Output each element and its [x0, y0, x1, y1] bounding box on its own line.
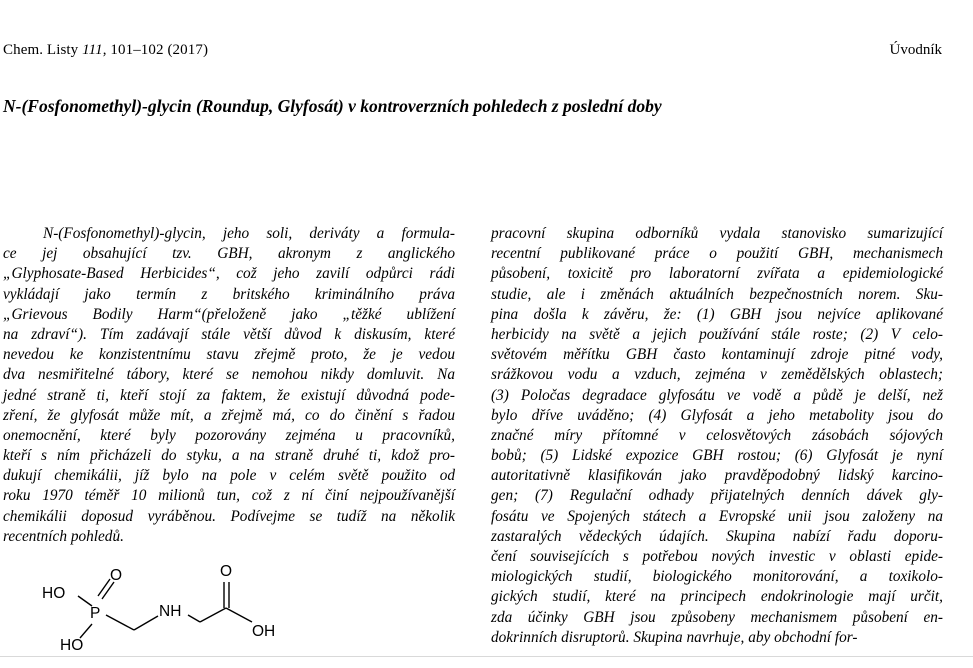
text-line: bobů; (5) Lidské expozice GBH rostou; (6) Glyfosát je nyní: [491, 447, 943, 465]
text-line: gen; (7) Regulační odhady přijatelných denních dávek gly-: [491, 487, 943, 505]
text-line: dukují chemikálii, jíž bylo na pole v celém světě použito od: [3, 467, 455, 485]
atom-nh: NH: [159, 603, 182, 620]
atom-ho-top: HO: [42, 585, 66, 602]
text-line: zření, že glyfosát může mít, a zřejmě má, co do činění s řadou: [3, 406, 455, 424]
bond-c-oh: [226, 608, 252, 622]
text-line: pina došla k závěru, že: (1) GBH jsou nejvíce aplikované: [491, 305, 943, 323]
text-line: roku 1970 téměř 10 milionů tun, což z ní činí nejpoužívanější: [3, 487, 455, 505]
bond-p-oh: [80, 624, 92, 638]
article-title: N-(Fosfonomethyl)-glycin (Roundup, Glyfosát) v kontroverzních pohledech z poslední doby: [3, 96, 662, 116]
text-line: srážkovou vodu a vzduch, zejména v zemědělských oblastech;: [491, 366, 943, 384]
text-line: působení, toxicitě pro laboratorní zvířata a epidemiologické: [491, 265, 943, 283]
text-line: „Grievous Bodily Harm“(přeloženě jako „těžké ublížení: [3, 305, 455, 323]
right-column: [491, 224, 943, 648]
text-line: nevedou ke konzistentnímu stavu zřejmě proto, že je vedou: [3, 346, 455, 364]
text-line: autoritativně klasifikován jako pravděpodobný lidský karcino-: [491, 467, 943, 485]
text-line: miologických studií, biologického monitorování, a toxikolo-: [491, 568, 943, 586]
text-line: čení souvisejících s potřebou nových investic v oblasti epide-: [491, 548, 943, 565]
text-line: „Glyphosate-Based Herbicides“, což jeho zavilí odpůrci rádi: [3, 265, 455, 283]
text-line: jedné straně ti, kteří stojí za faktem, že existují důvodná pode-: [3, 386, 455, 404]
text-line: gických studií, které na principech endokrinologie mají určit,: [491, 588, 943, 606]
bond-p-o-1: [98, 579, 110, 596]
journal-name: Chem. Listy: [3, 42, 83, 58]
text-line: bylo dříve uváděno; (4) Glyfosát a jeho metabolity jsou do: [491, 406, 943, 424]
text-line: na zdraví“). Tím zadávají stále větší důvod k diskusím, které: [3, 325, 455, 343]
journal-volume: 111: [82, 42, 103, 58]
text-line: pracovní skupina odborníků vydala stanovisko sumarizující: [491, 225, 943, 242]
atom-o-top: O: [110, 567, 123, 584]
text-line: onemocnění, které byly pozorovány zejména u pracovníků,: [3, 426, 455, 444]
text-line: kteří s ním přicházeli do styku, a na straně druhé ti, kdož pro-: [3, 447, 455, 465]
text-line: recentních pohledů.: [3, 527, 124, 545]
left-column: [3, 224, 455, 547]
journal-citation: [3, 42, 208, 59]
bond-n-ch2: [188, 615, 200, 622]
text-line: chemikálii doposud vyráběnou. Podívejme se tudíž na několik: [3, 507, 455, 525]
journal-pages-year: , 101–102 (2017): [102, 42, 209, 58]
text-line: značné míry přítomné v celosvětových zásobách sójových: [491, 426, 943, 444]
text-line: ce jej obsahující tzv. GBH, akronym z anglického: [3, 245, 455, 263]
text-line: zda účinky GBH jsou způsobeny mechanismem působení en-: [491, 608, 943, 626]
bond-ch2-n: [134, 616, 158, 630]
text-line: recentní publikované práce o použití GBH, mechanismech: [491, 245, 943, 263]
text-line: herbicidy na světě a jejich používání stále roste; (2) V celo-: [491, 325, 943, 343]
text-line: studie, ale i změnách aktuálních bezpečnostních norem. Sku-: [491, 285, 943, 303]
text-line: (3) Poločas degradace glyfosátu ve vodě a půdě je delší, než: [491, 386, 943, 404]
text-line: vykládají jako termín z britského kriminálního práva: [3, 285, 455, 303]
text-line: dokrinních disruptorů. Skupina navrhuje, aby obchodní for-: [491, 628, 858, 646]
text-line: fosátu ve Spojených státech a Evropské unii jsou založeny na: [491, 507, 943, 525]
atom-o-carbonyl: O: [220, 563, 233, 580]
atom-ho-bottom: HO: [60, 637, 84, 654]
text-line: N-(Fosfonomethyl)-glycin, jeho soli, deriváty a formula-: [43, 225, 455, 242]
section-label: Úvodník: [889, 42, 942, 58]
text-line: zastaralých vědeckých údajích. Skupina nabízí řadu doporu-: [491, 527, 943, 545]
bond-ch2-c: [200, 608, 226, 622]
bond-p-o-2: [102, 582, 114, 599]
text-line: dva nesmiřitelné tábory, které se nemohou nikdy domluvit. Na: [3, 366, 455, 384]
page-bottom-rule: [0, 656, 973, 657]
atom-oh: OH: [252, 623, 276, 640]
text-line: světovém měřítku GBH často kontaminují zdroje pitné vody,: [491, 346, 943, 364]
glyphosate-structure: [30, 560, 330, 668]
atom-p: P: [90, 605, 101, 622]
bond-p-ch2: [106, 615, 134, 630]
